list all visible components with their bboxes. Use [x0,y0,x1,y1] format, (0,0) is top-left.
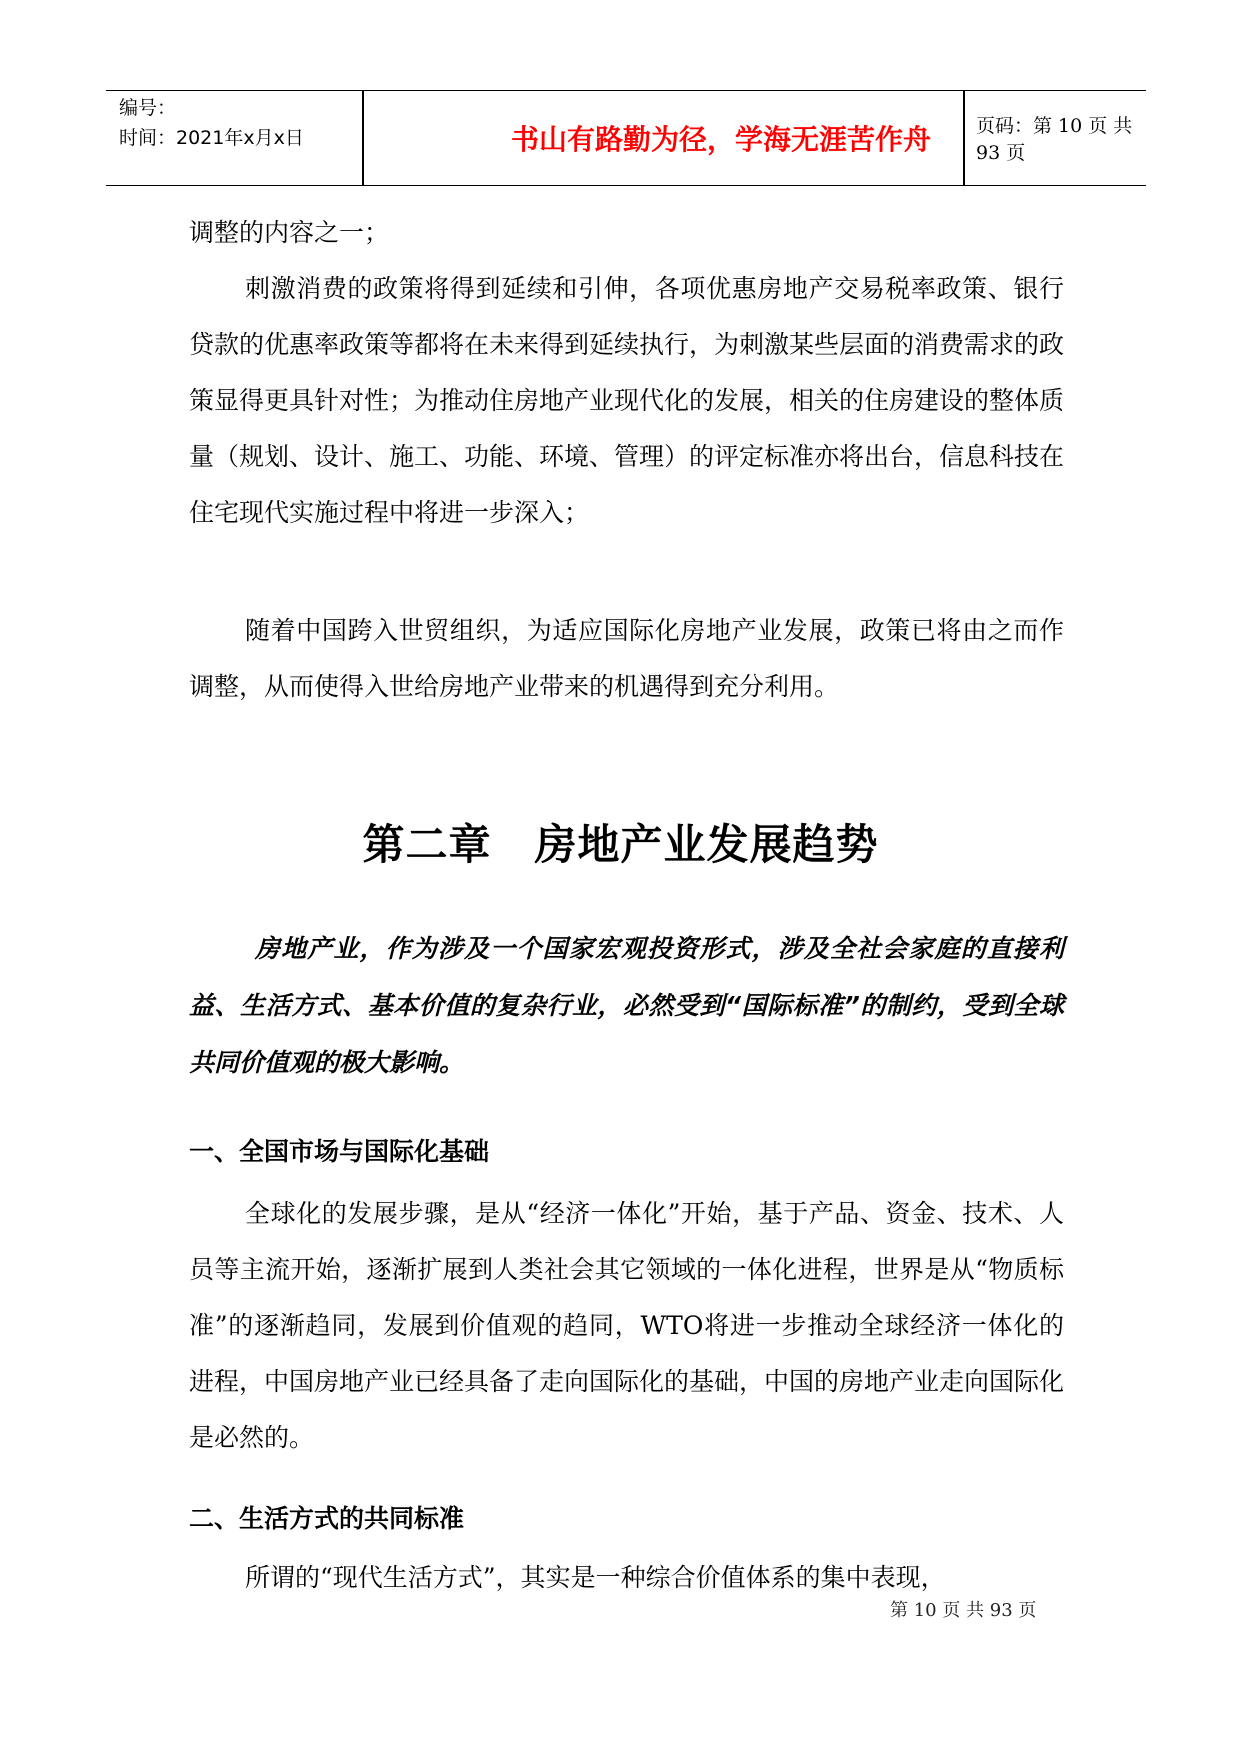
paragraph-2: 刺激消费的政策将得到延续和引伸，各项优惠房地产交易税率政策、银行贷款的优惠率政策等都将在未来得到延续执行，为刺激某些层面的消费需求的政策显得更具针对性；为推动住房地产业现代化的发展，相关的住房建设的整体质量（规划、设计、施工、功能、环境、管理）的评定标准亦将出台，信息科技在住宅现代实施过程中将进一步深入； [189,274,1065,527]
header-page-info: 页码：第 10 页 共 93 页 [976,115,1133,164]
paragraph-1: 调整的内容之一； [189,218,390,247]
time-label: 时间：2021年x月x日 [119,127,304,149]
header-left-cell [119,93,304,153]
paragraph-3: 随着中国跨入世贸组织，为适应国际化房地产业发展，政策已将由之而作调整，从而使得入世给房地产业带来的机遇得到充分利用。 [189,616,1064,701]
section-1-paragraph: 全球化的发展步骤，是从“经济一体化”开始，基于产品、资金、技术、人员等主流开始，逐渐扩展到人类社会其它领域的一体化进程，世界是从“物质标准”的逐渐趋同，发展到价值观的趋同，WTO将进一步推动全球经济一体化的进程，中国房地产业已经具备了走向国际化的基础，中国的房地产业走向国际化是必然的。 [189,1199,1065,1452]
chapter-title: 第二章 房地产业发展趋势 [362,820,879,869]
header-divider-right [963,91,965,185]
section-2-title: 二、生活方式的共同标准 [189,1504,465,1533]
header-table [106,90,1146,186]
header-divider-left [362,91,364,185]
header-motto: 书山有路勤为径，学海无涯苦作舟 [510,123,931,156]
section-1-title: 一、全国市场与国际化基础 [189,1137,490,1166]
number-label: 编号： [119,97,177,119]
footer-page-number: 第 10 页 共 93 页 [890,1600,1037,1621]
chapter-intro: 房地产业，作为涉及一个国家宏观投资形式，涉及全社会家庭的直接利益、生活方式、基本价值的复杂行业，必然受到“国际标准”的制约，受到全球共同价值观的极大影响。 [189,934,1064,1077]
section-2-paragraph: 所谓的“现代生活方式”，其实是一种综合价值体系的集中表现， [245,1563,946,1592]
